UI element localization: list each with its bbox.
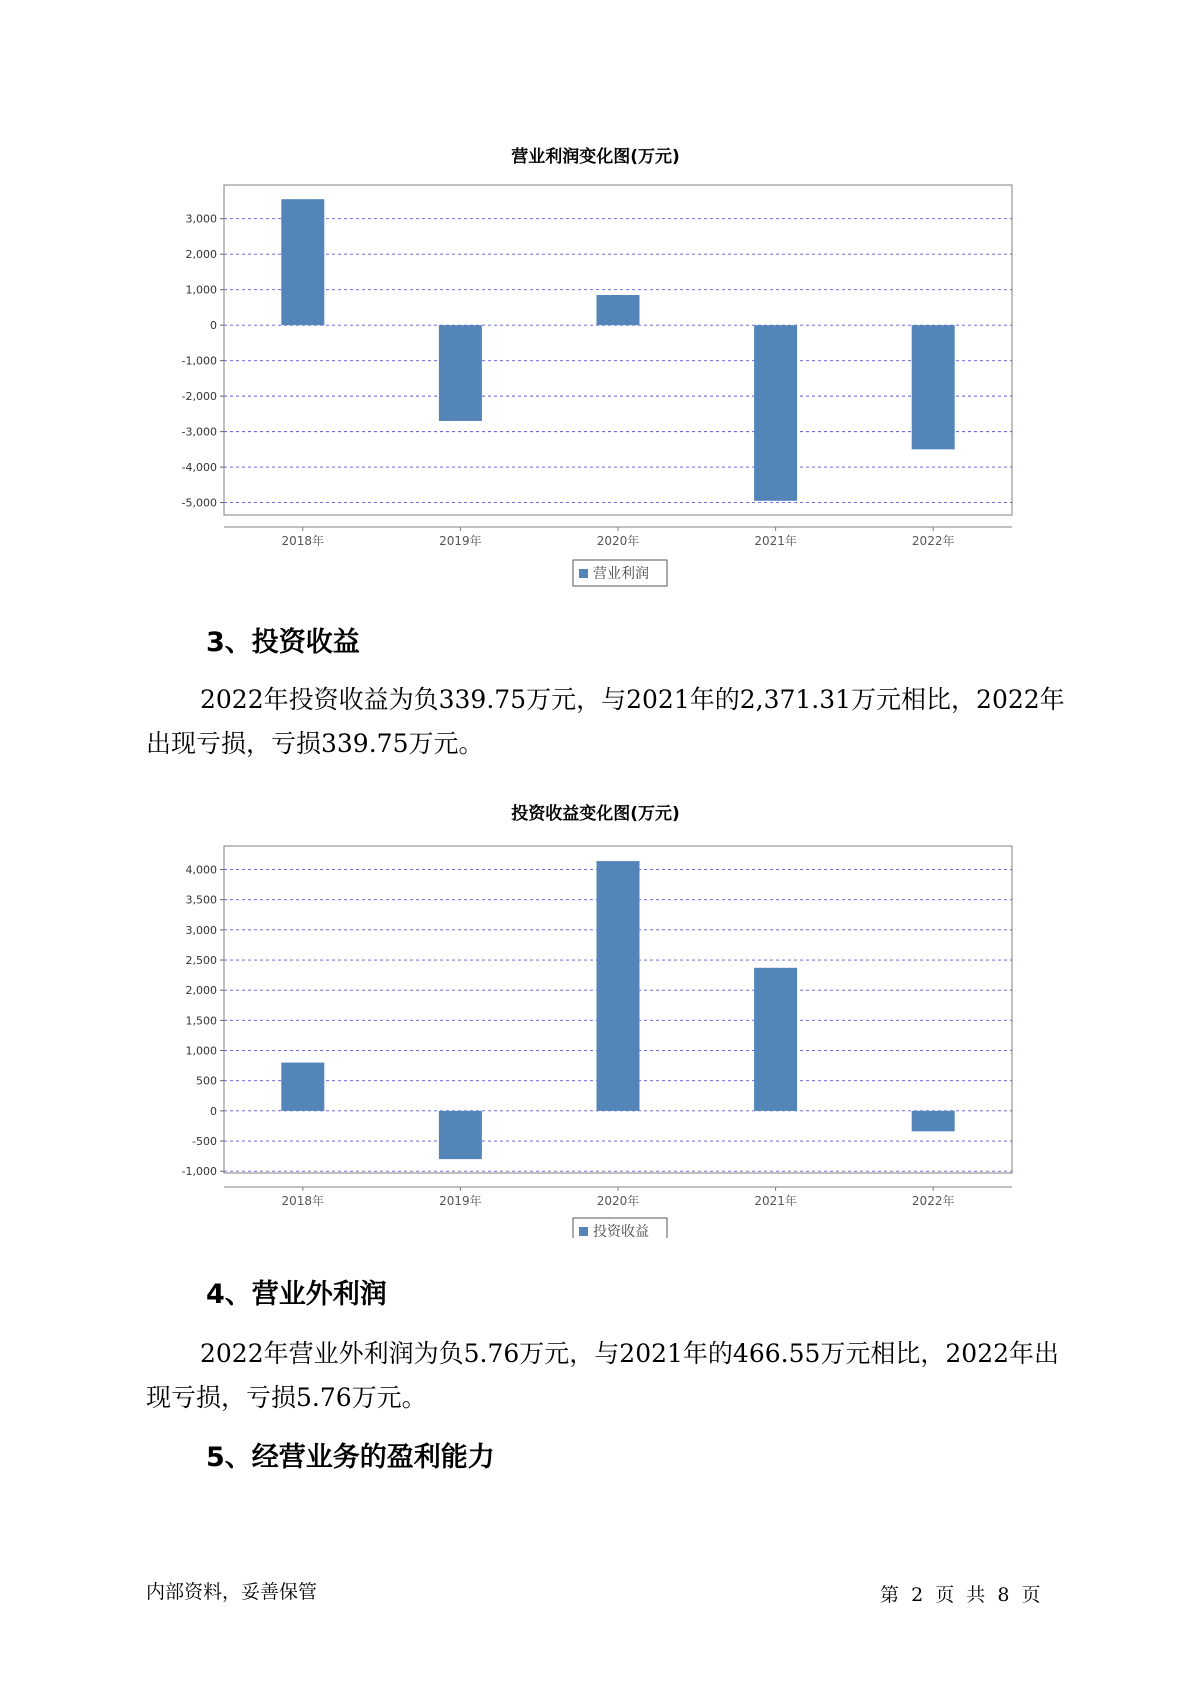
y-tick-label: 1,000	[185, 1044, 217, 1058]
bar	[912, 1111, 955, 1131]
operating-profit-chart	[0, 160, 1191, 600]
bar	[281, 1063, 324, 1111]
y-tick-label: 4,000	[185, 863, 217, 877]
y-tick-label: -1,000	[181, 354, 217, 368]
y-tick-label: 3,000	[185, 923, 217, 937]
paragraph-investment-income: 2022年投资收益为负339.75万元，与2021年的2,371.31万元相比，2022年出现亏损，亏损339.75万元。	[146, 685, 1065, 758]
section-heading-business-profitability: 5、经营业务的盈利能力	[206, 1442, 495, 1473]
chart2-title: 投资收益变化图(万元)	[511, 804, 680, 824]
x-tick-label: 2020年	[596, 1194, 640, 1208]
page-mid: 页 共	[935, 1584, 986, 1606]
y-tick-label: 500	[196, 1074, 217, 1088]
page-number	[880, 1580, 1047, 1607]
y-tick-label: -5,000	[181, 496, 217, 510]
x-tick-label: 2018年	[281, 534, 325, 548]
y-tick-label: 0	[210, 1104, 217, 1118]
bar	[281, 199, 324, 325]
x-tick-label: 2021年	[754, 534, 797, 548]
footer-confidential-note: 内部资料，妥善保管	[146, 1581, 318, 1603]
y-tick-label: -1,000	[181, 1165, 217, 1179]
y-tick-label: -3,000	[181, 425, 217, 439]
page-current: 2	[911, 1584, 924, 1606]
y-tick-label: 0	[210, 319, 217, 333]
bar	[754, 325, 797, 501]
y-tick-label: 3,500	[185, 893, 217, 907]
y-tick-label: 2,500	[185, 954, 217, 968]
x-tick-label: 2021年	[754, 1194, 797, 1208]
legend-label: 投资收益	[593, 1224, 649, 1238]
legend	[573, 560, 667, 586]
x-tick-label: 2019年	[439, 1194, 482, 1208]
x-tick-label: 2018年	[281, 1194, 325, 1208]
bar	[912, 325, 955, 449]
investment-income-chart	[0, 818, 1191, 1238]
bar	[754, 968, 797, 1111]
plot-area	[224, 185, 1012, 515]
bar	[439, 325, 482, 421]
y-tick-label: -4,000	[181, 461, 217, 475]
section-heading-investment-income: 3、投资收益	[206, 627, 360, 658]
y-tick-label: 2,000	[185, 248, 217, 262]
x-tick-label: 2020年	[596, 534, 640, 548]
legend	[573, 1218, 667, 1238]
x-tick-label: 2019年	[439, 534, 482, 548]
legend-swatch	[579, 1227, 588, 1236]
legend-label: 营业利润	[593, 566, 649, 582]
page-suffix: 页	[1021, 1584, 1041, 1606]
x-tick-label: 2022年	[911, 1194, 955, 1208]
section-heading-non-operating-profit: 4、营业外利润	[206, 1279, 387, 1310]
y-tick-label: -500	[192, 1135, 217, 1149]
paragraph-non-operating-profit: 2022年营业外利润为负5.76万元，与2021年的466.55万元相比，2022年出现亏损，亏损5.76万元。	[146, 1339, 1060, 1412]
page-prefix: 第	[880, 1584, 900, 1606]
bar	[597, 861, 640, 1111]
y-tick-label: 1,500	[185, 1014, 217, 1028]
chart1-title: 营业利润变化图(万元)	[511, 147, 680, 167]
legend-swatch	[579, 569, 588, 578]
x-tick-label: 2022年	[911, 534, 955, 548]
y-tick-label: 2,000	[185, 984, 217, 998]
y-tick-label: 1,000	[185, 283, 217, 297]
bar	[439, 1111, 482, 1159]
y-tick-label: 3,000	[185, 212, 217, 226]
page-total: 8	[997, 1584, 1010, 1606]
bar	[597, 295, 640, 325]
y-tick-label: -2,000	[181, 390, 217, 404]
